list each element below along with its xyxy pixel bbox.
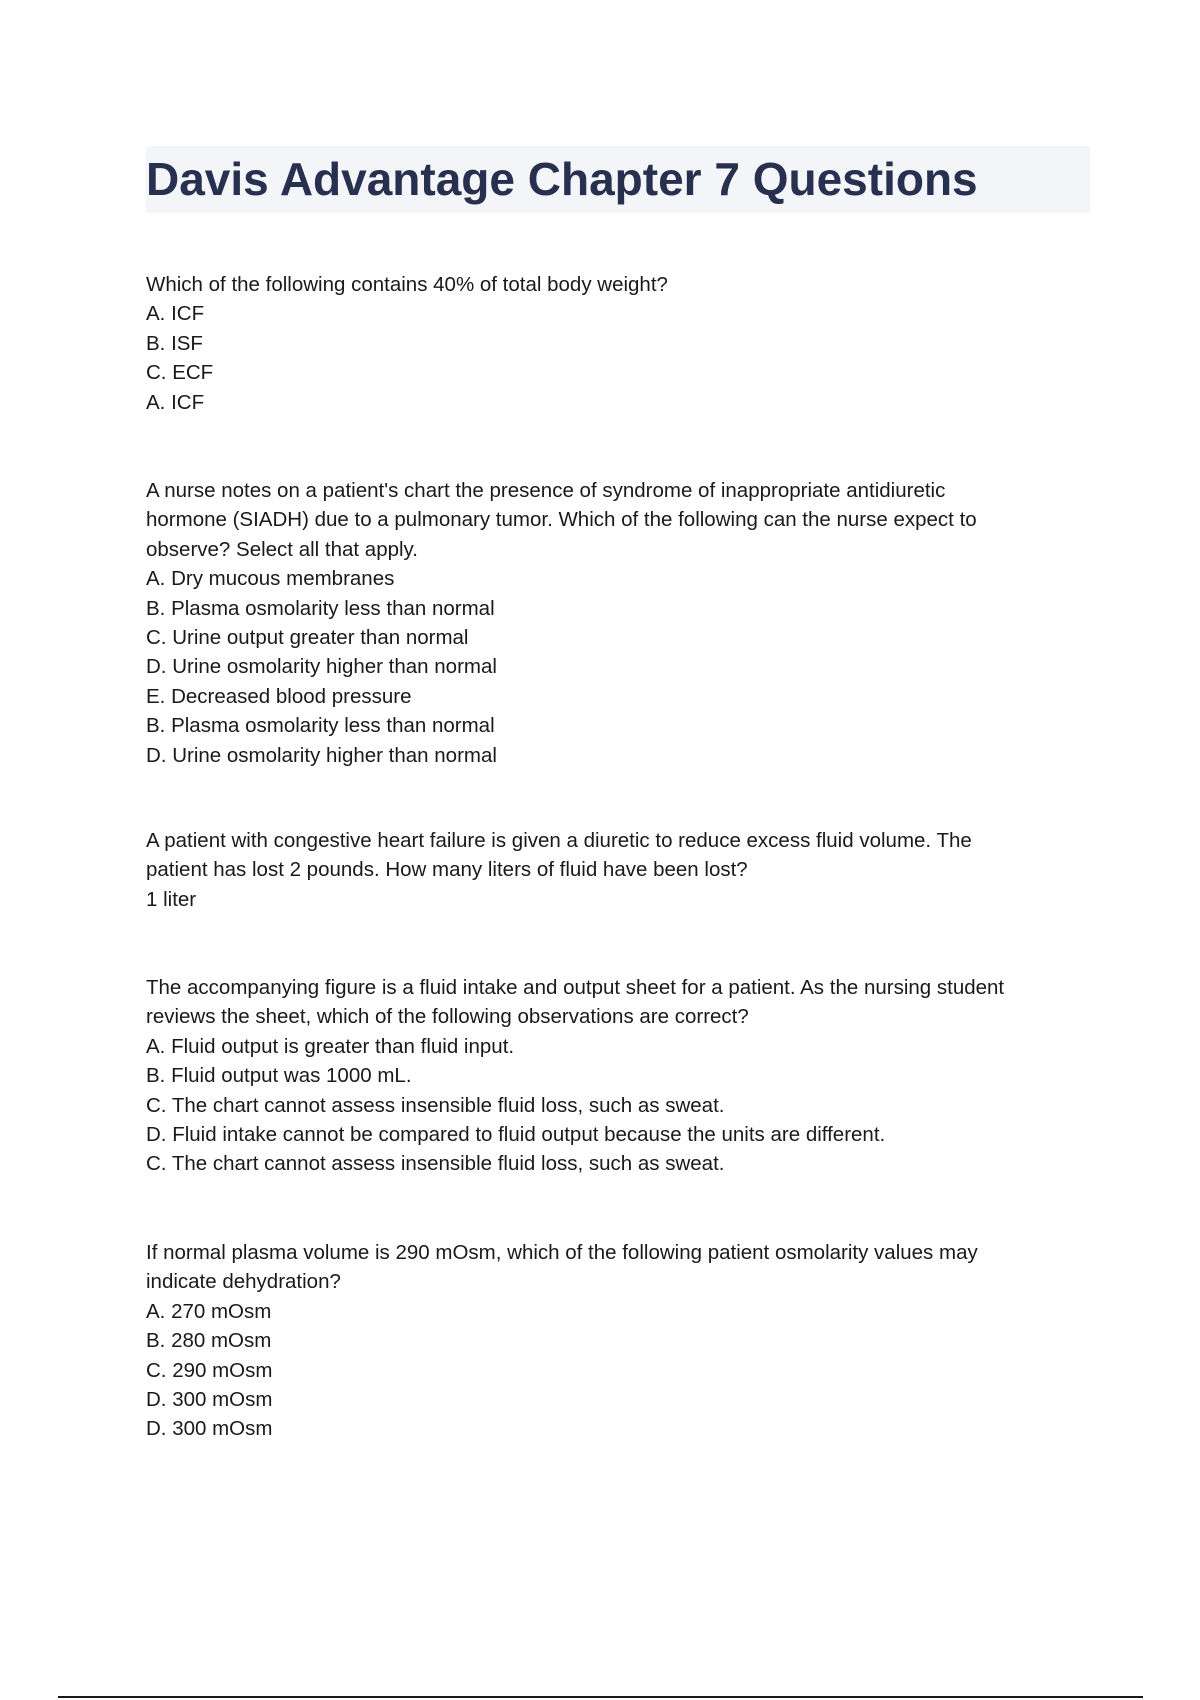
answer-option: B. 280 mOsm	[146, 1329, 272, 1353]
answer-option: B. Fluid output was 1000 mL.	[146, 1064, 412, 1088]
question-text: A nurse notes on a patient's chart the presence of syndrome of inappropriate antidiuretic	[146, 479, 946, 502]
question-text: Which of the following contains 40% of total body weight?	[146, 273, 668, 296]
question-text: indicate dehydration?	[146, 1270, 341, 1294]
question-2	[146, 476, 1086, 770]
answer-option: C. ECF	[146, 361, 214, 385]
page-divider	[58, 1696, 1143, 1698]
answer-option: A. Dry mucous membranes	[146, 567, 395, 591]
correct-answer: D. 300 mOsm	[146, 1417, 273, 1441]
answer-option: A. ICF	[146, 302, 205, 326]
question-1	[146, 270, 1086, 417]
question-5	[146, 1238, 1086, 1444]
correct-answer: B. Plasma osmolarity less than normal	[146, 714, 495, 738]
question-text: If normal plasma volume is 290 mOsm, which of the following patient osmolarity values may	[146, 1241, 978, 1264]
question-text: observe? Select all that apply.	[146, 537, 418, 561]
answer-option: D. 300 mOsm	[146, 1387, 273, 1411]
question-text: patient has lost 2 pounds. How many liters of fluid have been lost?	[146, 858, 748, 882]
answer-option: A. Fluid output is greater than fluid input.	[146, 1034, 515, 1058]
answer-option: C. The chart cannot assess insensible fluid loss, such as sweat.	[146, 1093, 725, 1117]
answer-option: C. 290 mOsm	[146, 1358, 273, 1382]
answer-option: D. Urine osmolarity higher than normal	[146, 655, 497, 679]
question-text: reviews the sheet, which of the following observations are correct?	[146, 1005, 749, 1029]
question-text: A patient with congestive heart failure is given a diuretic to reduce excess fluid volume. The	[146, 829, 972, 852]
question-4	[146, 973, 1086, 1179]
answer-option: A. 270 mOsm	[146, 1299, 272, 1323]
page-title: Davis Advantage Chapter 7 Questions	[146, 153, 978, 205]
answer-option: B. ISF	[146, 331, 203, 355]
answer-option: E. Decreased blood pressure	[146, 684, 412, 708]
question-text: hormone (SIADH) due to a pulmonary tumor. Which of the following can the nurse expect to	[146, 508, 977, 532]
answer-option: B. Plasma osmolarity less than normal	[146, 596, 495, 620]
correct-answer: 1 liter	[146, 887, 197, 911]
correct-answer: A. ICF	[146, 390, 205, 414]
correct-answer: D. Urine osmolarity higher than normal	[146, 743, 497, 767]
question-3	[146, 826, 1086, 914]
answer-option: D. Fluid intake cannot be compared to fluid output because the units are different.	[146, 1122, 886, 1146]
question-text: The accompanying figure is a fluid intake and output sheet for a patient. As the nursing student	[146, 976, 1005, 999]
correct-answer: C. The chart cannot assess insensible fluid loss, such as sweat.	[146, 1152, 725, 1176]
answer-option: C. Urine output greater than normal	[146, 625, 469, 649]
